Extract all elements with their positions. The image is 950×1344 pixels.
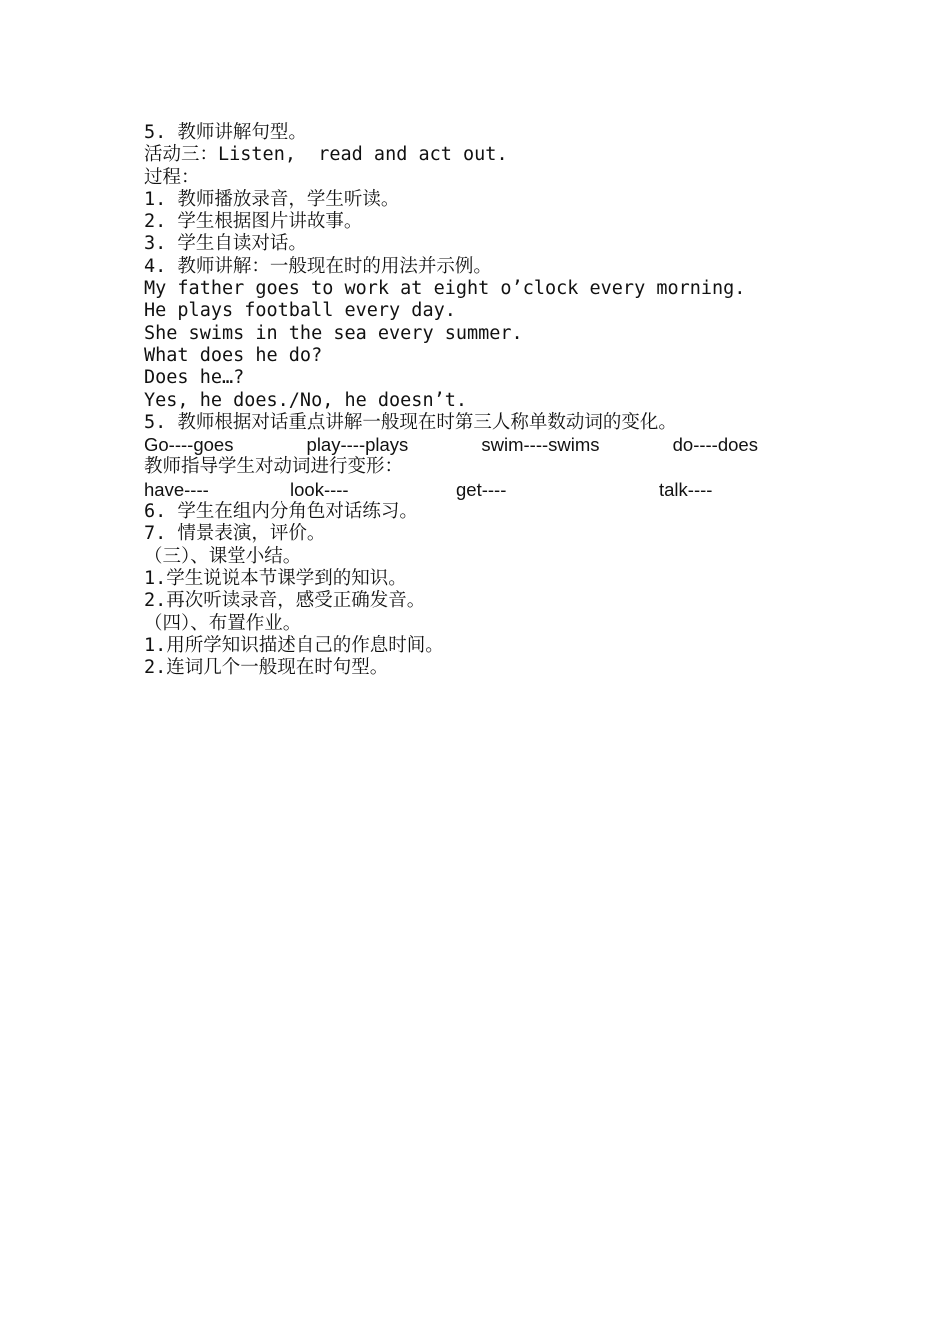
process-step-1: 1. 教师播放录音，学生听读。: [144, 188, 400, 210]
process-step-2: 2. 学生根据图片讲故事。: [144, 211, 363, 233]
process-heading: 过程：: [144, 166, 200, 188]
process-step-4: 4. 教师讲解：一般现在时的用法并示例。: [144, 255, 492, 277]
summary-item-1: 1.学生说说本节课学到的知识。: [144, 567, 407, 589]
verb-example: do----does: [672, 434, 758, 456]
example-sentence-1: My father goes to work at eight o’clock every morning.: [144, 278, 746, 300]
verb-example: swim----swims: [481, 434, 600, 456]
teacher-guides-verb-forms: 教师指导学生对动词进行变形：: [144, 456, 404, 478]
verb-exercise: get----: [456, 478, 507, 500]
verb-examples-row: [144, 434, 758, 456]
section-4-heading: （四）、布置作业。: [144, 612, 302, 634]
verb-example: Go----goes: [144, 434, 234, 456]
section-3-heading: （三）、课堂小结。: [144, 545, 302, 567]
verb-exercise: have----: [144, 478, 209, 500]
process-step-7: 7. 情景表演，评价。: [144, 523, 326, 545]
document-body: [144, 122, 824, 679]
example-question-1: What does he do?: [144, 344, 323, 366]
verb-exercise: talk----: [659, 478, 713, 500]
verb-example: play----plays: [306, 434, 409, 456]
process-step-6: 6. 学生在组内分角色对话练习。: [144, 501, 418, 523]
example-sentence-2: He plays football every day.: [144, 300, 456, 322]
verb-exercise-row: [144, 479, 758, 501]
activity-3-heading: 活动三：Listen, read and act out.: [144, 144, 508, 166]
homework-item-1: 1.用所学知识描述自己的作息时间。: [144, 634, 444, 656]
example-answer: Yes, he does./No, he doesn’t.: [144, 389, 468, 411]
example-sentence-3: She swims in the sea every summer.: [144, 322, 523, 344]
summary-item-2: 2.再次听读录音，感受正确发音。: [144, 590, 426, 612]
homework-item-2: 2.连词几个一般现在时句型。: [144, 657, 389, 679]
verb-exercise: look----: [290, 478, 349, 500]
step-5-explain-patterns: 5. 教师讲解句型。: [144, 122, 307, 143]
process-step-3: 3. 学生自读对话。: [144, 233, 307, 255]
example-question-2: Does he…?: [144, 367, 245, 389]
process-step-5: 5. 教师根据对话重点讲解一般现在时第三人称单数动词的变化。: [144, 411, 677, 433]
